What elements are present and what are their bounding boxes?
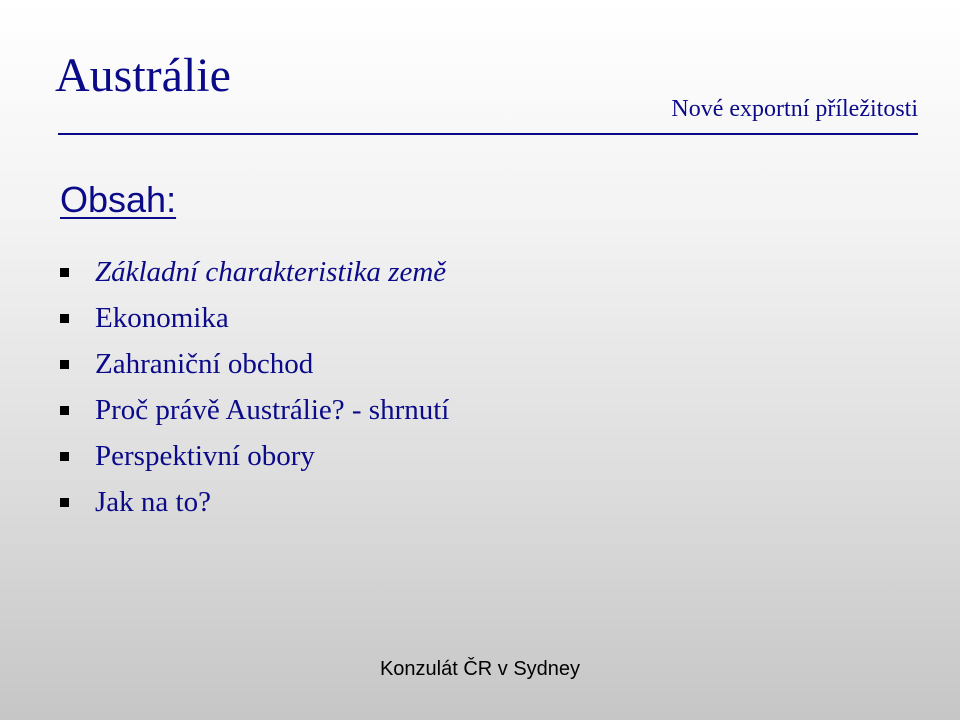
square-bullet-icon	[60, 452, 69, 461]
agenda-list	[60, 249, 449, 525]
square-bullet-icon	[60, 314, 69, 323]
agenda-item-label: Základní charakteristika země	[95, 255, 447, 288]
square-bullet-icon	[60, 360, 69, 369]
agenda-item	[60, 249, 449, 295]
square-bullet-icon	[60, 268, 69, 277]
agenda-item-label: Proč právě Austrálie? - shrnutí	[95, 393, 450, 426]
agenda-item-label: Jak na to?	[95, 485, 211, 518]
agenda-item	[60, 433, 449, 479]
agenda-item	[60, 341, 449, 387]
slide-subtitle: Nové exportní příležitosti	[671, 96, 918, 122]
agenda-item-label: Ekonomika	[95, 301, 229, 334]
agenda-item-label: Zahraniční obchod	[95, 347, 314, 380]
square-bullet-icon	[60, 498, 69, 507]
title-divider	[58, 133, 918, 135]
agenda-item	[60, 479, 449, 525]
slide-title: Austrálie	[55, 49, 231, 102]
agenda-item-label: Perspektivní obory	[95, 439, 315, 472]
agenda-item	[60, 295, 449, 341]
slide-footer: Konzulát ČR v Sydney	[379, 658, 581, 680]
square-bullet-icon	[60, 406, 69, 415]
agenda-item	[60, 387, 449, 433]
section-heading: Obsah:	[60, 179, 177, 220]
